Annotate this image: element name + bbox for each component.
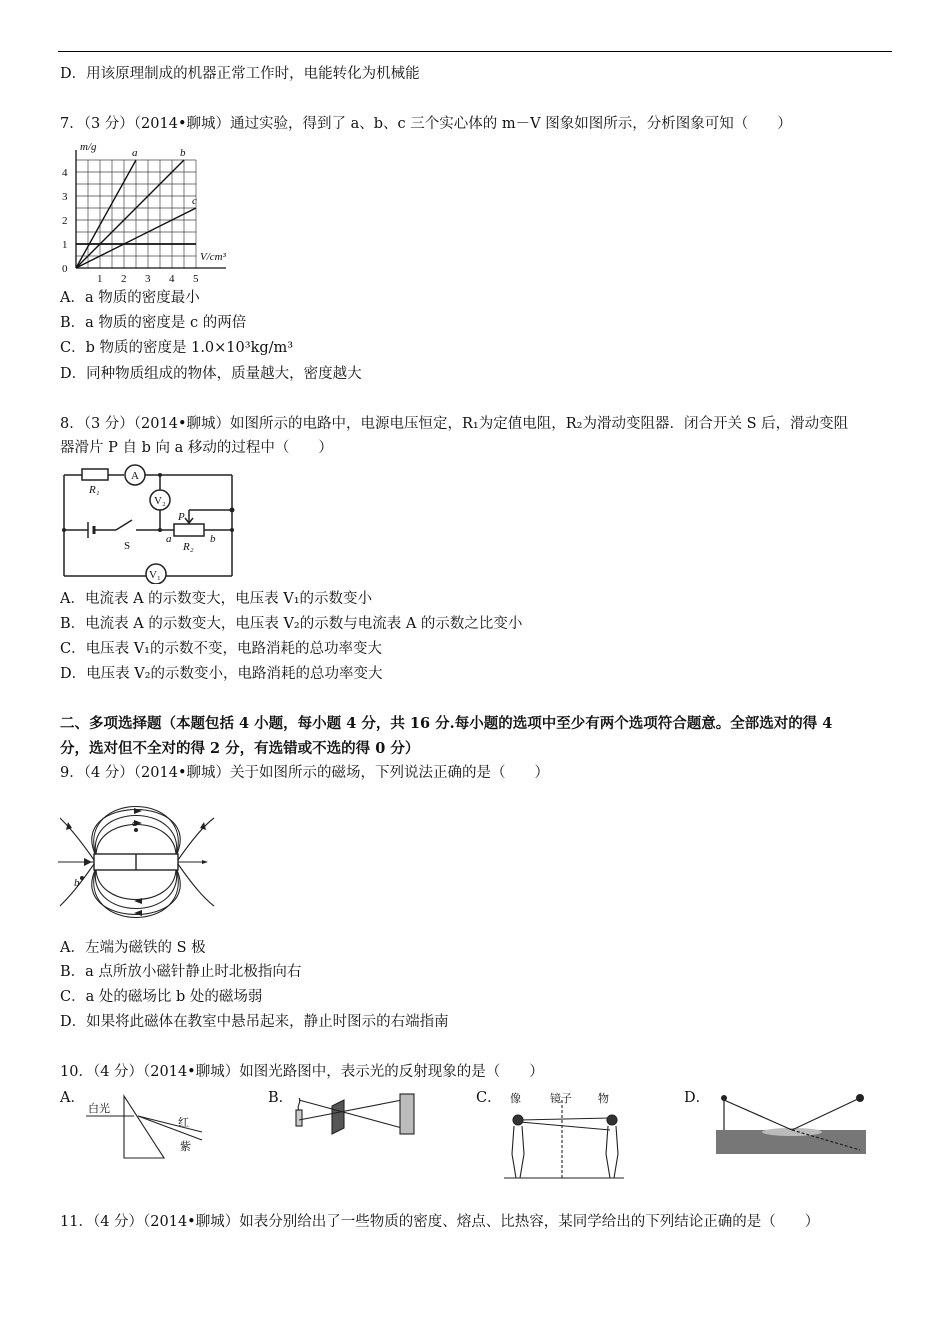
q7-option-d: D．同种物质组成的物体，质量越大，密度越大 <box>60 366 362 382</box>
ammeter-label: A <box>131 470 139 482</box>
x-tick-label: 5 <box>193 273 199 285</box>
y-tick-label: 2 <box>62 215 68 227</box>
r2-label: R₂ <box>183 541 194 553</box>
terminal-a-label: a <box>166 533 172 545</box>
section2-heading-line2: 分，选对但不全对的得 2 分，有选错或不选的得 0 分） <box>60 740 420 757</box>
q11-stem: 11．（4 分）（2014•聊城）如表分别给出了一些物质的密度、熔点、比热容，某同学给出的下列结论正确的是（ ） <box>60 1214 820 1230</box>
q8-option-c: C．电压表 V₁的示数不变，电路消耗的总功率变大 <box>60 641 382 657</box>
white-light-label: 白光 <box>88 1103 110 1115</box>
switch-label: S <box>124 540 131 552</box>
q9-option-a: A．左端为磁铁的 S 极 <box>60 940 206 956</box>
x-tick-label: 3 <box>145 273 151 285</box>
q10-label-b: B． <box>268 1090 294 1106</box>
x-tick-label: 4 <box>169 273 175 285</box>
q8-option-b: B．电流表 A 的示数变大，电压表 V₂的示数与电流表 A 的示数之比变小 <box>60 616 523 632</box>
q9-option-c: C．a 处的磁场比 b 处的磁场弱 <box>60 989 263 1005</box>
point-a-label: a <box>132 817 138 829</box>
red-light-label: 红 <box>178 1117 189 1129</box>
v2-label: V₂ <box>154 495 166 507</box>
q9-magnet-field-figure <box>56 794 221 930</box>
q8-stem-line2: 器滑片 P 自 b 向 a 移动的过程中（ ） <box>60 440 333 456</box>
q7-option-c: C．b 物质的密度是 1.0×10³kg/m³ <box>60 340 294 356</box>
q8-option-d: D．电压表 V₂的示数变小，电路消耗的总功率变大 <box>60 666 383 682</box>
q6-option-d: D．用该原理制成的机器正常工作时，电能转化为机械能 <box>60 66 420 82</box>
q10-label-a: A． <box>60 1090 85 1106</box>
y-tick-label: 1 <box>62 239 68 251</box>
y-tick-label: 4 <box>62 167 68 179</box>
y-axis-label: m/g <box>80 141 97 153</box>
r1-label: R₁ <box>89 484 100 496</box>
point-b-label: b <box>74 877 80 889</box>
slider-label: P <box>178 511 185 523</box>
y-tick-label: 3 <box>62 191 68 203</box>
q7-mv-chart <box>56 138 236 286</box>
q8-circuit-diagram <box>56 460 241 584</box>
q10-figure-a-prism <box>84 1094 206 1162</box>
series-label-b: b <box>180 147 186 159</box>
q7-stem: 7．（3 分）（2014•聊城）通过实验，得到了 a、b、c 三个实心体的 m－V 图象如图所示，分析图象可知（ ） <box>60 116 792 132</box>
x-axis-label: V/cm³ <box>200 251 226 263</box>
q10-figure-b-pinhole <box>292 1090 422 1140</box>
q10-stem: 10．（4 分）（2014•聊城）如图光路图中，表示光的反射现象的是（ ） <box>60 1064 544 1080</box>
q9-stem: 9．（4 分）（2014•聊城）关于如图所示的磁场，下列说法正确的是（ ） <box>60 765 550 781</box>
q7-option-b: B．a 物质的密度是 c 的两倍 <box>60 315 247 331</box>
q10-label-d: D． <box>684 1090 711 1106</box>
q9-option-d: D．如果将此磁体在教室中悬吊起来，静止时图示的右端指南 <box>60 1014 449 1030</box>
q8-option-a: A．电流表 A 的示数变大，电压表 V₁的示数变小 <box>60 591 373 607</box>
series-label-a: a <box>132 147 138 159</box>
mirror-label: 镜子 <box>550 1093 572 1105</box>
series-label-c: c <box>192 195 197 207</box>
q10-figure-c-mirror <box>500 1090 630 1182</box>
series-line-b <box>76 160 184 268</box>
terminal-b-label: b <box>210 533 216 545</box>
image-label: 像 <box>510 1093 521 1105</box>
object-label: 物 <box>598 1093 609 1105</box>
q7-option-a: A．a 物质的密度最小 <box>60 290 200 306</box>
q10-label-c: C． <box>476 1090 502 1106</box>
v1-label: V₁ <box>149 569 161 581</box>
section2-heading-line1: 二、多项选择题（本题包括 4 小题，每小题 4 分，共 16 分.每小题的选项中至少有两个选项符合题意。全部选对的得 4 <box>60 715 833 732</box>
purple-light-label: 紫 <box>180 1141 191 1153</box>
series-line-a <box>76 160 136 268</box>
x-tick-label: 1 <box>97 273 103 285</box>
q8-stem-line1: 8．（3 分）（2014•聊城）如图所示的电路中，电源电压恒定，R₁为定值电阻，R₂为滑动变阻器．闭合开关 S 后，滑动变阻 <box>60 416 849 432</box>
x-tick-label: 2 <box>121 273 127 285</box>
q10-figure-d-water-reflection <box>714 1090 870 1156</box>
origin-label: 0 <box>62 263 68 275</box>
q9-option-b: B．a 点所放小磁针静止时北极指向右 <box>60 964 302 980</box>
top-rule <box>58 51 892 52</box>
